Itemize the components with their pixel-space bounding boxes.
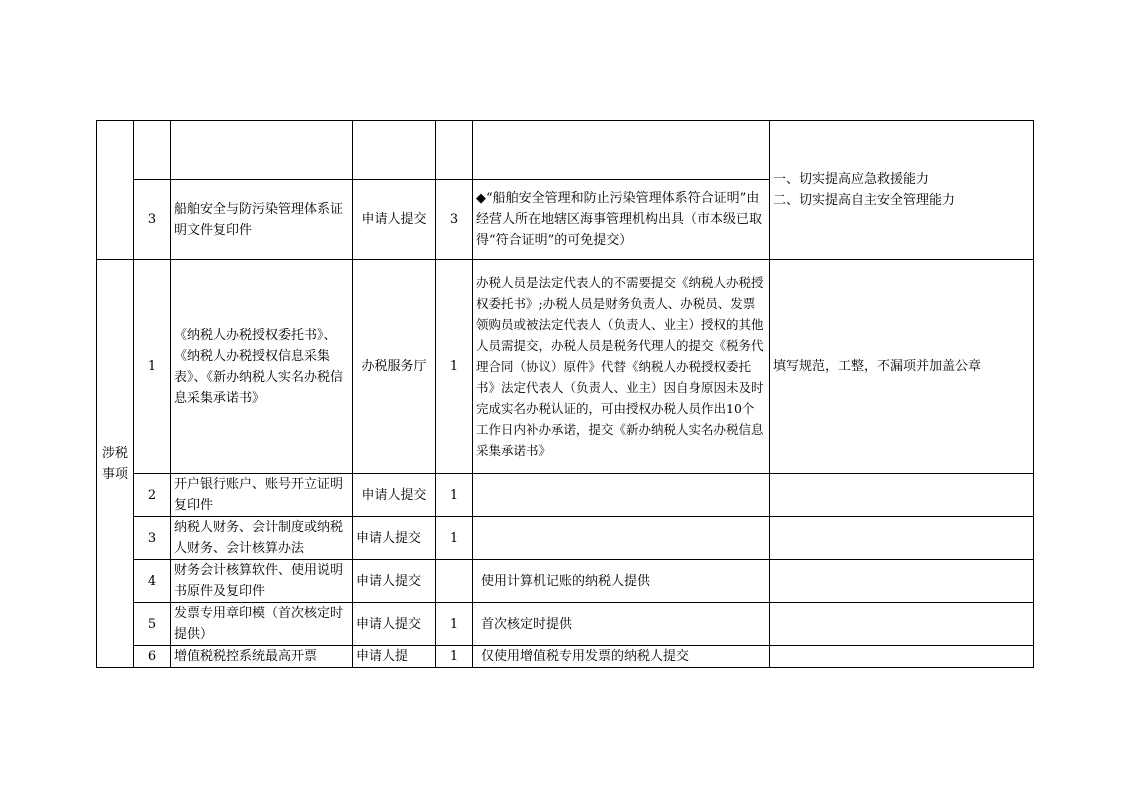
requirement-line: 一、切实提高应急救援能力 — [773, 172, 930, 187]
no-cell — [134, 121, 171, 180]
material-cell: 财务会计核算软件、使用说明书原件及复印件 — [171, 560, 353, 603]
requirement-cell — [770, 560, 1034, 603]
note-cell: 使用计算机记账的纳税人提供 — [473, 560, 770, 603]
requirement-cell — [770, 517, 1034, 560]
table-row — [97, 474, 1034, 517]
copies-cell: 1 — [436, 646, 473, 668]
source-cell: 申请人提交 — [353, 180, 436, 260]
source-cell — [353, 121, 436, 180]
source-cell: 申请人提 — [353, 646, 436, 668]
table-row — [97, 646, 1034, 668]
table-row — [97, 517, 1034, 560]
copies-cell: 1 — [436, 603, 473, 646]
note-cell — [473, 517, 770, 560]
table-row — [97, 121, 1034, 180]
material-cell: 增值税税控系统最高开票 — [171, 646, 353, 668]
copies-cell: 3 — [436, 180, 473, 260]
copies-cell — [436, 560, 473, 603]
copies-cell: 1 — [436, 474, 473, 517]
source-cell: 申请人提交 — [353, 474, 436, 517]
note-cell — [473, 121, 770, 180]
requirement-cell: 填写规范，工整，不漏项并加盖公章 — [770, 260, 1034, 474]
no-cell: 3 — [134, 180, 171, 260]
requirement-line: 二、切实提高自主安全管理能力 — [773, 193, 956, 208]
no-cell: 3 — [134, 517, 171, 560]
material-cell — [171, 121, 353, 180]
requirement-cell — [770, 646, 1034, 668]
table-row — [97, 260, 1034, 474]
material-cell: 发票专用章印模（首次核定时提供） — [171, 603, 353, 646]
material-cell: 纳税人财务、会计制度或纳税人财务、会计核算办法 — [171, 517, 353, 560]
copies-cell: 1 — [436, 517, 473, 560]
requirement-cell — [770, 603, 1034, 646]
table-row — [97, 560, 1034, 603]
requirement-cell — [770, 121, 1034, 260]
no-cell: 5 — [134, 603, 171, 646]
material-cell: 开户银行账户、账号开立证明复印件 — [171, 474, 353, 517]
requirement-cell — [770, 474, 1034, 517]
copies-cell: 1 — [436, 260, 473, 474]
material-cell: 船舶安全与防污染管理体系证明文件复印件 — [171, 180, 353, 260]
materials-table — [96, 120, 1034, 668]
note-cell: 办税人员是法定代表人的不需要提交《纳税人办税授权委托书》;办税人员是财务负责人、办税员、发票领购员或被法定代表人（负责人、业主）授权的其他人员需提交，办税人员是税务代理人的提交《税务代理合同（协议）原件》代替《纳税人办税授权委托书》法定代表人（负责人、业主）因自身原因未及时完成实名办税认证的，可由授权办税人员作出10个工作日内补办承诺，提交《新办纳税人实名办税信息采集承诺书》 — [473, 260, 770, 474]
source-cell: 申请人提交 — [353, 560, 436, 603]
source-cell: 申请人提交 — [353, 603, 436, 646]
no-cell: 4 — [134, 560, 171, 603]
note-cell: 首次核定时提供 — [473, 603, 770, 646]
note-cell: ◆“船舶安全管理和防止污染管理体系符合证明”由经营人所在地辖区海事管理机构出具（市本级已取得“符合证明”的可免提交） — [473, 180, 770, 260]
table-row — [97, 603, 1034, 646]
note-cell: 仅使用增值税专用发票的纳税人提交 — [473, 646, 770, 668]
material-cell: 《纳税人办税授权委托书》、《纳税人办税授权信息采集表》、《新办纳税人实名办税信息采集承诺书》 — [171, 260, 353, 474]
no-cell: 6 — [134, 646, 171, 668]
category-cell: 涉税事项 — [97, 260, 134, 668]
no-cell: 2 — [134, 474, 171, 517]
copies-cell — [436, 121, 473, 180]
no-cell: 1 — [134, 260, 171, 474]
source-cell: 办税服务厅 — [353, 260, 436, 474]
source-cell: 申请人提交 — [353, 517, 436, 560]
category-cell-continued — [97, 121, 134, 260]
note-cell — [473, 474, 770, 517]
